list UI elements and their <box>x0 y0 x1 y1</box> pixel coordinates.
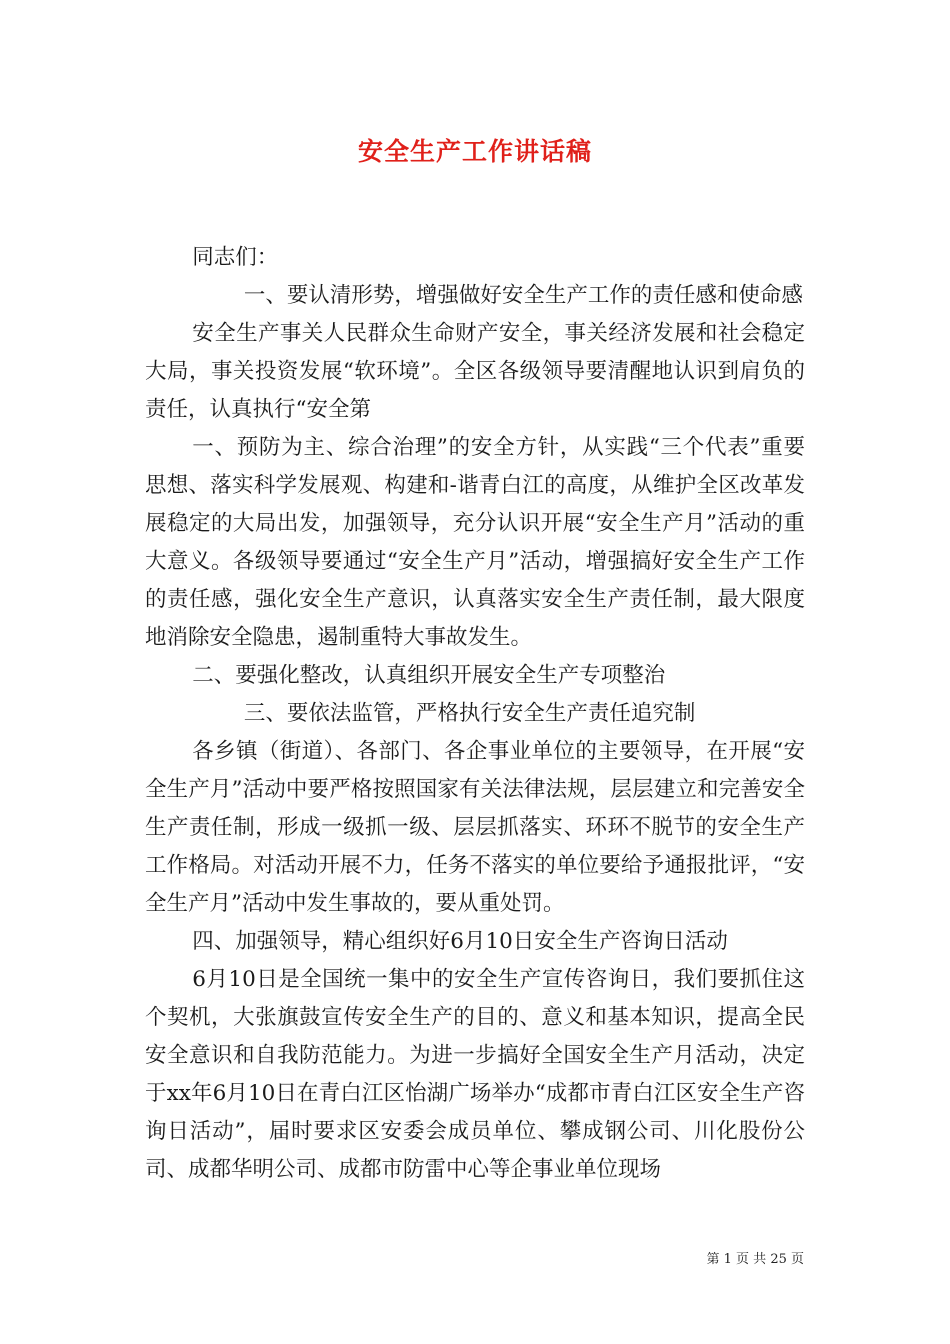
document-body <box>145 239 805 1189</box>
body-paragraph: 安全生产事关人民群众生命财产安全，事关经济发展和社会稳定大局，事关投资发展“软环境”。全区各级领导要清醒地认识到肩负的责任，认真执行“安全第 <box>145 321 805 422</box>
section-heading-1: 一、要认清形势，增强做好安全生产工作的责任感和使命感 <box>243 283 803 308</box>
body-paragraph: 一、预防为主、综合治理”的安全方针，从实践“三个代表”重要思想、落实科学发展观、构建和-谐青白江的高度，从维护全区改革发展稳定的大局出发，加强领导，充分认识开展“安全生产月”活动的重大意义。各级领导要通过“安全生产月”活动，增强搞好安全生产工作的责任感，强化安全生产意识，认真落实安全生产责任制，最大限度地消除安全隐患，遏制重特大事故发生。 <box>145 435 805 650</box>
section-heading-2: 二、要强化整改，认真组织开展安全生产专项整治 <box>192 663 666 688</box>
section-heading-4: 四、加强领导，精心组织好6月10日安全生产咨询日活动 <box>192 929 728 954</box>
page-number-footer: 第 1 页 共 25 页 <box>706 1252 804 1267</box>
section-heading-3: 三、要依法监管，严格执行安全生产责任追究制 <box>243 701 696 726</box>
body-paragraph: 6月10日是全国统一集中的安全生产宣传咨询日，我们要抓住这个契机，大张旗鼓宣传安全生产的目的、意义和基本知识，提高全民安全意识和自我防范能力。为进一步搞好全国安全生产月活动，决定于xx年6月10日在青白江区怡湖广场举办“成都市青白江区安全生产咨询日活动”，届时要求区安委会成员单位、攀成钢公司、川化股份公司、成都华明公司、成都市防雷中心等企事业单位现场 <box>145 967 805 1182</box>
body-paragraph: 各乡镇（街道）、各部门、各企事业单位的主要领导，在开展“安全生产月”活动中要严格按照国家有关法律法规，层层建立和完善安全生产责任制，形成一级抓一级、层层抓落实、环环不脱节的安全生产工作格局。对活动开展不力，任务不落实的单位要给予通报批评，“安全生产月”活动中发生事故的，要从重处罚。 <box>145 739 805 916</box>
greeting-paragraph: 同志们： <box>192 245 279 270</box>
document-title: 安全生产工作讲话稿 <box>357 137 592 166</box>
